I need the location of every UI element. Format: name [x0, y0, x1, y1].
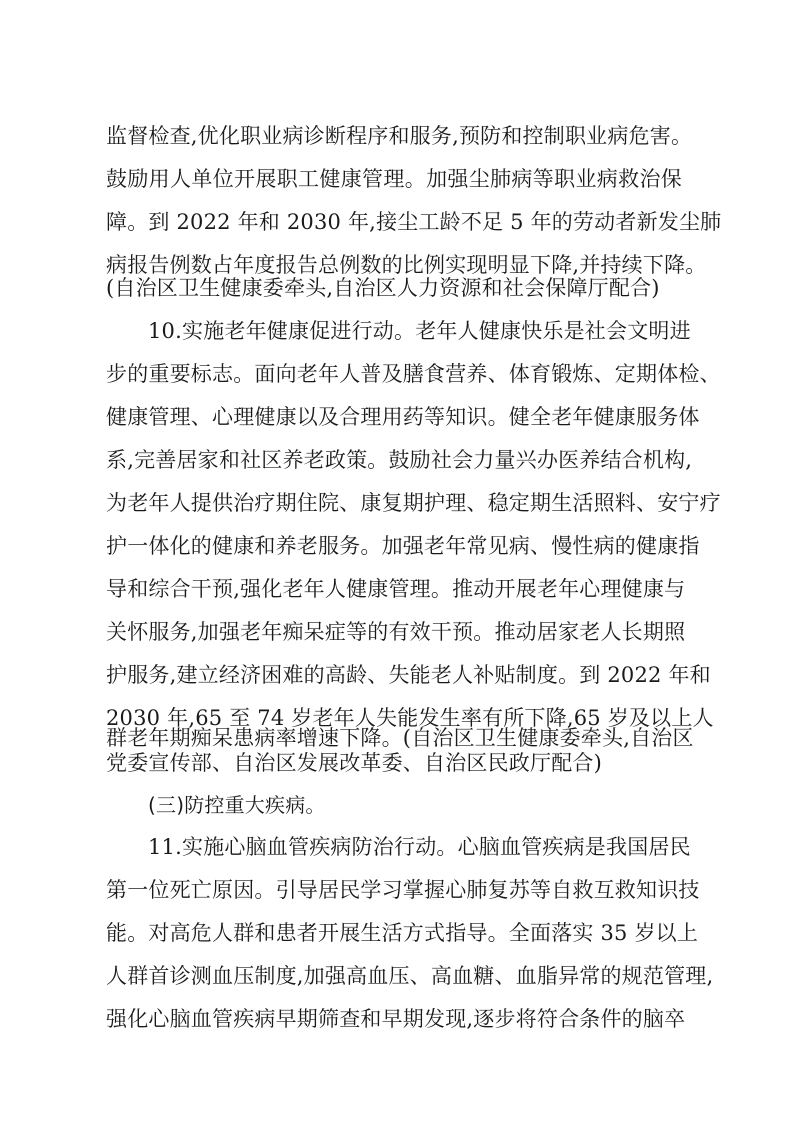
text-line: 护服务,建立经济困难的高龄、失能老人补贴制度。到 2022 年和 — [106, 663, 711, 687]
text-line: 鼓励用人单位开展职工健康管理。加强尘肺病等职业病救治保 — [106, 167, 682, 191]
text-line: 强化心脑血管疾病早期筛查和早期发现,逐步将符合条件的脑卒 — [106, 1007, 686, 1031]
text-line: 病报告例数占年度报告总例数的比例实现明显下降,并持续下降。 — [106, 253, 707, 277]
text-line: (自治区卫生健康委牵头,自治区人力资源和社会保障厅配合) — [106, 276, 660, 300]
section-heading: (三)防控重大疾病。 — [148, 793, 326, 817]
text-line: 第一位死亡原因。引导居民学习掌握心肺复苏等自救互救知识技 — [106, 878, 700, 902]
text-line: 导和综合干预,强化老年人健康管理。推动开展老年心理健康与 — [106, 577, 686, 601]
text-line: 护一体化的健康和养老服务。加强老年常见病、慢性病的健康指 — [106, 534, 700, 558]
text-line: 健康管理、心理健康以及合理用药等知识。健全老年健康服务体 — [106, 405, 700, 429]
text-line: 为老年人提供治疗期住院、康复期护理、稳定期生活照料、安宁疗 — [106, 491, 721, 515]
text-line: 人群首诊测血压制度,加强高血压、高血糖、血脂异常的规范管理, — [106, 964, 714, 988]
paragraph-10-start: 10.实施老年健康促进行动。老年人健康快乐是社会文明进 — [148, 319, 691, 343]
text-line: 党委宣传部、自治区发展改革委、自治区民政厅配合) — [106, 751, 602, 775]
text-line: 系,完善居家和社区养老政策。鼓励社会力量兴办医养结合机构, — [106, 448, 693, 472]
paragraph-11-start: 11.实施心脑血管疾病防治行动。心脑血管疾病是我国居民 — [148, 835, 691, 859]
text-line: 关怀服务,加强老年痴呆症等的有效干预。推动居家老人长期照 — [106, 620, 686, 644]
text-line: 2030 年,65 至 74 岁老年人失能发生率有所下降,65 岁及以上人 — [106, 706, 714, 730]
text-line: 群老年期痴呆患病率增速下降。(自治区卫生健康委牵头,自治区 — [106, 726, 694, 750]
text-line: 步的重要标志。面向老年人普及膳食营养、体育锻炼、定期体检、 — [106, 362, 721, 386]
text-line: 能。对高危人群和患者开展生活方式指导。全面落实 35 岁以上 — [106, 921, 699, 945]
text-line: 障。到 2022 年和 2030 年,接尘工龄不足 5 年的劳动者新发尘肺 — [106, 210, 722, 234]
text-line: 监督检查,优化职业病诊断程序和服务,预防和控制职业病危害。 — [106, 124, 693, 148]
